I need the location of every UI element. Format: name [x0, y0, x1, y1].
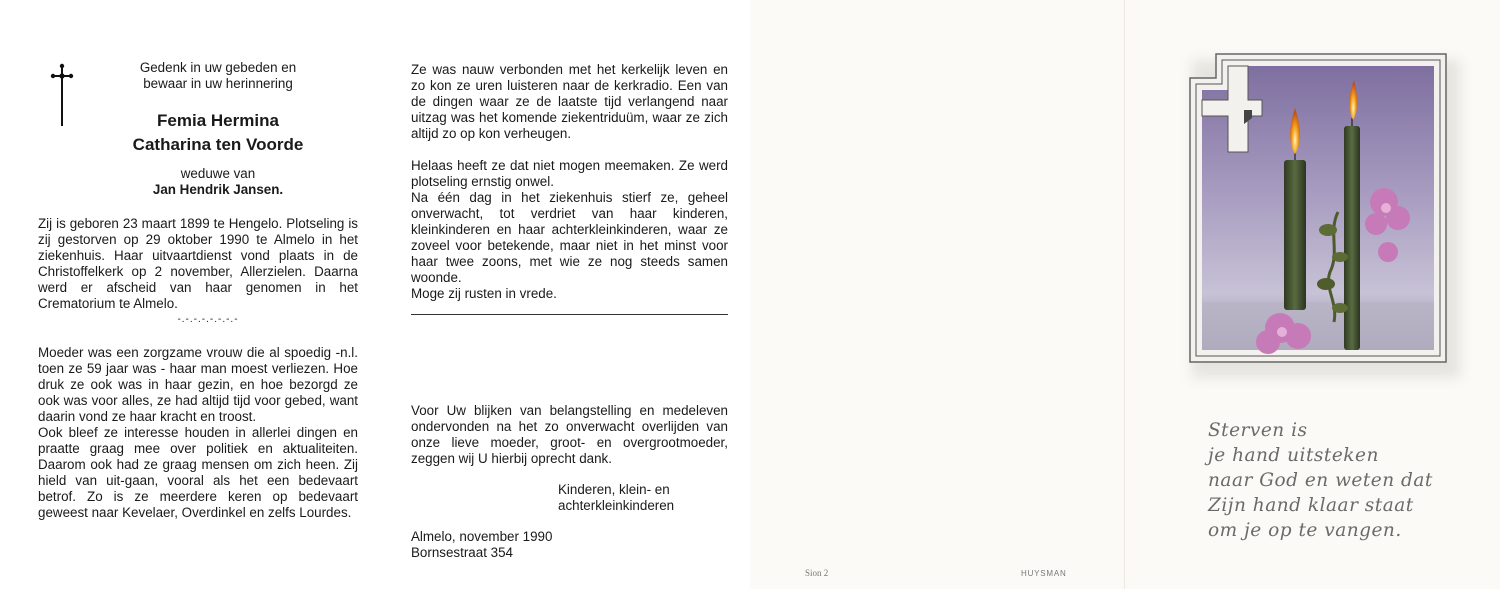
poem	[1208, 418, 1433, 543]
printer-name: HUYSMAN	[1021, 569, 1067, 578]
invocation-line: bewaar in uw herinnering	[143, 76, 293, 91]
hospital-paragraph: Na één dag in het ziekenhuis stierf ze, geheel onverwacht, tot verdriet van haar kinderen, kleinkinderen en haar achterkleinkinderen, waar ze zoveel voor betekende, maar niet in het minst voor haar twee zoons, met wie ze nog steeds samen woonde.	[411, 190, 728, 285]
signature	[558, 482, 728, 514]
name-line: Catharina ten Voorde	[132, 135, 304, 154]
invocation-line: Gedenk in uw gebeden en	[139, 60, 297, 75]
signature-line: achterkleinkinderen	[558, 498, 675, 513]
right-column	[411, 60, 728, 561]
poem-line: Zijn hand klaar staat	[1208, 495, 1414, 516]
fold-line	[1124, 0, 1125, 589]
church-paragraph: Ze was nauw verbonden met het kerkelijk leven en zo kon ze uren luisteren naar de kerkradio. Een van de dingen waar ze de laatste tijd verlangend naar uitzag was het komende ziekentriduüm, waar ze zich altijd zo op kon verheugen.	[411, 62, 728, 141]
husband-name: Jan Hendrik Jansen.	[152, 182, 284, 197]
mother-paragraph: Moeder was een zorgzame vrouw die al spoedig -n.l. toen ze 59 jaar was - haar man moest verliezen. Hoe druk ze ook was in haar gezin, en hoe bezorgd ze ook was voor alles, ze had altijd tijd voor gebed, want daarin vond ze haar kracht en troost.	[38, 345, 358, 424]
poem-line: Sterven is	[1208, 420, 1308, 441]
rest-in-peace: Moge zij rusten in vrede.	[411, 286, 557, 301]
biography-paragraph: Zij is geboren 23 maart 1899 te Hengelo. Plotseling is zij gestorven op 29 oktober 1990 te Almelo in het ziekenhuis. Haar uitvaartdienst vond plaats in de Christoffelkerk op 2 november, Allerzielen. Daarna werd er afscheid van haar genomen in het Crematorium te Almelo.	[38, 216, 358, 311]
divider-rule	[411, 314, 728, 315]
candles-photo	[1188, 52, 1448, 364]
poem-line: om je op te vangen.	[1208, 520, 1402, 541]
widow-label: weduwe van	[180, 166, 256, 181]
widow-of	[78, 166, 358, 198]
deceased-name	[78, 109, 358, 157]
invocation	[78, 60, 358, 92]
death-paragraph: Helaas heeft ze dat niet mogen meemaken. Ze werd plotseling ernstig onwel.	[411, 158, 728, 189]
signature-line: Kinderen, klein- en	[558, 482, 670, 497]
separator-dots: -.-.-.-.-.-.-.-	[177, 314, 239, 325]
poem-line: naar God en weten dat	[1208, 470, 1433, 491]
interests-paragraph: Ook bleef ze interesse houden in allerlei dingen en praatte graag mee over politiek en aktualiteiten. Daarom ook had ze graag mensen om zich heen. Zij hield van uit-gaan, vooral als het een bedevaart betrof. Zo is ze meerdere keren op bedevaart geweest naar Kevelaer, Overdinkel en zelfs Lourdes.	[38, 425, 358, 520]
name-line: Femia Hermina	[157, 111, 279, 130]
place-date: Almelo, november 1990	[411, 529, 553, 544]
address: Bornsestraat 354	[411, 545, 513, 560]
left-column	[38, 60, 358, 521]
card-code: Sion 2	[805, 568, 829, 578]
thanks-paragraph: Voor Uw blijken van belangstelling en medeleven ondervonden na het zo onverwacht overlijden van onze lieve moeder, groot- en overgrootmoeder, zeggen wij U hierbij oprecht dank.	[411, 403, 728, 466]
poem-line: je hand uitsteken	[1208, 445, 1379, 466]
